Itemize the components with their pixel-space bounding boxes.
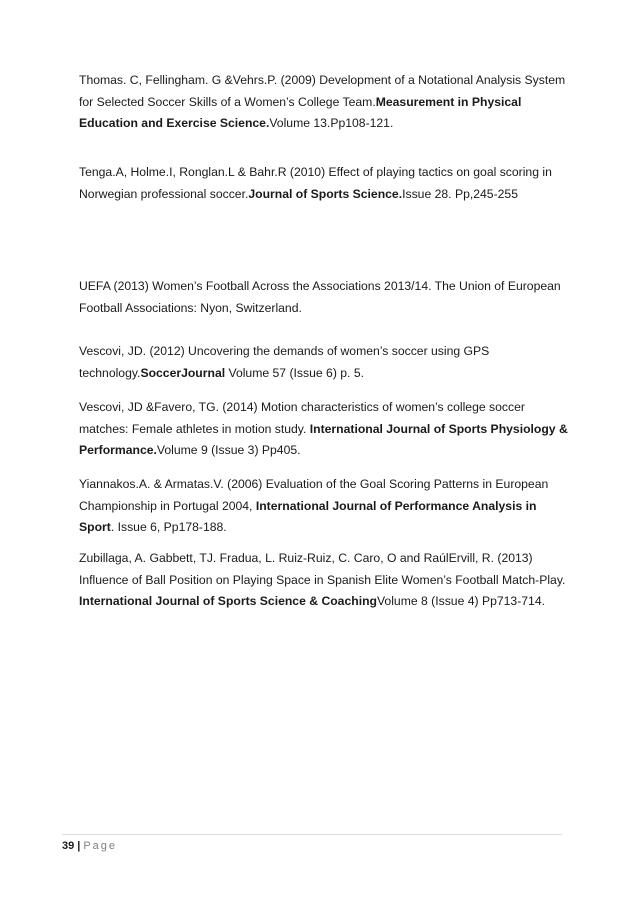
- reference-entry: [79, 70, 569, 135]
- page-number: 39: [62, 840, 75, 852]
- reference-entry: [79, 548, 569, 613]
- reference-entry: [79, 162, 569, 205]
- reference-text: Vescovi, JD &Favero, TG. (2014) Motion characteristics of women’s college soccer matches: Female athletes in motion study.: [79, 400, 525, 436]
- reference-text: Vescovi, JD. (2012) Uncovering the demands of women’s soccer using GPS technology.: [79, 344, 490, 380]
- footer-separator: |: [77, 840, 81, 852]
- page-footer: [62, 840, 117, 852]
- reference-entry: [79, 397, 569, 462]
- reference-details: Volume 13.Pp108-121.: [269, 116, 394, 130]
- page-label: Page: [83, 840, 118, 852]
- reference-text: Thomas. C, Fellingham. G &Vehrs.P. (2009) Development of a Notational Analysis System for Selected Soccer Skills of a Women’s College Team.: [79, 73, 566, 109]
- footer-divider: [62, 834, 562, 835]
- reference-text: Tenga.A, Holme.I, Ronglan.L & Bahr.R (2010) Effect of playing tactics on goal scoring in Norwegian professional soccer.: [79, 165, 552, 201]
- reference-text: UEFA (2013) Women’s Football Across the Associations 2013/14. The Union of European Football Associations: Nyon, Switzerland.: [79, 279, 561, 315]
- reference-entry: [79, 341, 569, 384]
- reference-journal: Journal of Sports Science.: [248, 186, 403, 201]
- reference-entry: [79, 276, 569, 319]
- reference-journal: Measurement in Physical Education and Exercise Science.: [79, 94, 522, 130]
- reference-details: Volume 8 (Issue 4) Pp713-714.: [376, 594, 545, 608]
- reference-journal: SoccerJournal: [140, 365, 226, 380]
- reference-text: Yiannakos.A. & Armatas.V. (2006) Evaluation of the Goal Scoring Patterns in European Championship in Portugal 2004,: [79, 477, 549, 513]
- reference-details: Issue 28. Pp,245-255: [402, 186, 518, 201]
- reference-details: Volume 9 (Issue 3) Pp405.: [156, 443, 301, 457]
- reference-entry: [79, 474, 569, 539]
- reference-journal: International Journal of Sports Science & Coaching: [79, 594, 377, 608]
- reference-journal: International Journal of Sports Physiology & Performance.: [79, 421, 568, 457]
- reference-details: Volume 57 (Issue 6) p. 5.: [225, 365, 364, 380]
- reference-text: Zubillaga, A. Gabbett, TJ. Fradua, L. Ruiz-Ruiz, C. Caro, O and RaúlErvill, R. (2013) Influence of Ball Position on Playing Space in Spanish Elite Women’s Football Match-Play.: [79, 551, 566, 587]
- reference-journal: International Journal of Performance Analysis in Sport: [79, 498, 537, 534]
- reference-details: . Issue 6, Pp178-188.: [110, 520, 227, 534]
